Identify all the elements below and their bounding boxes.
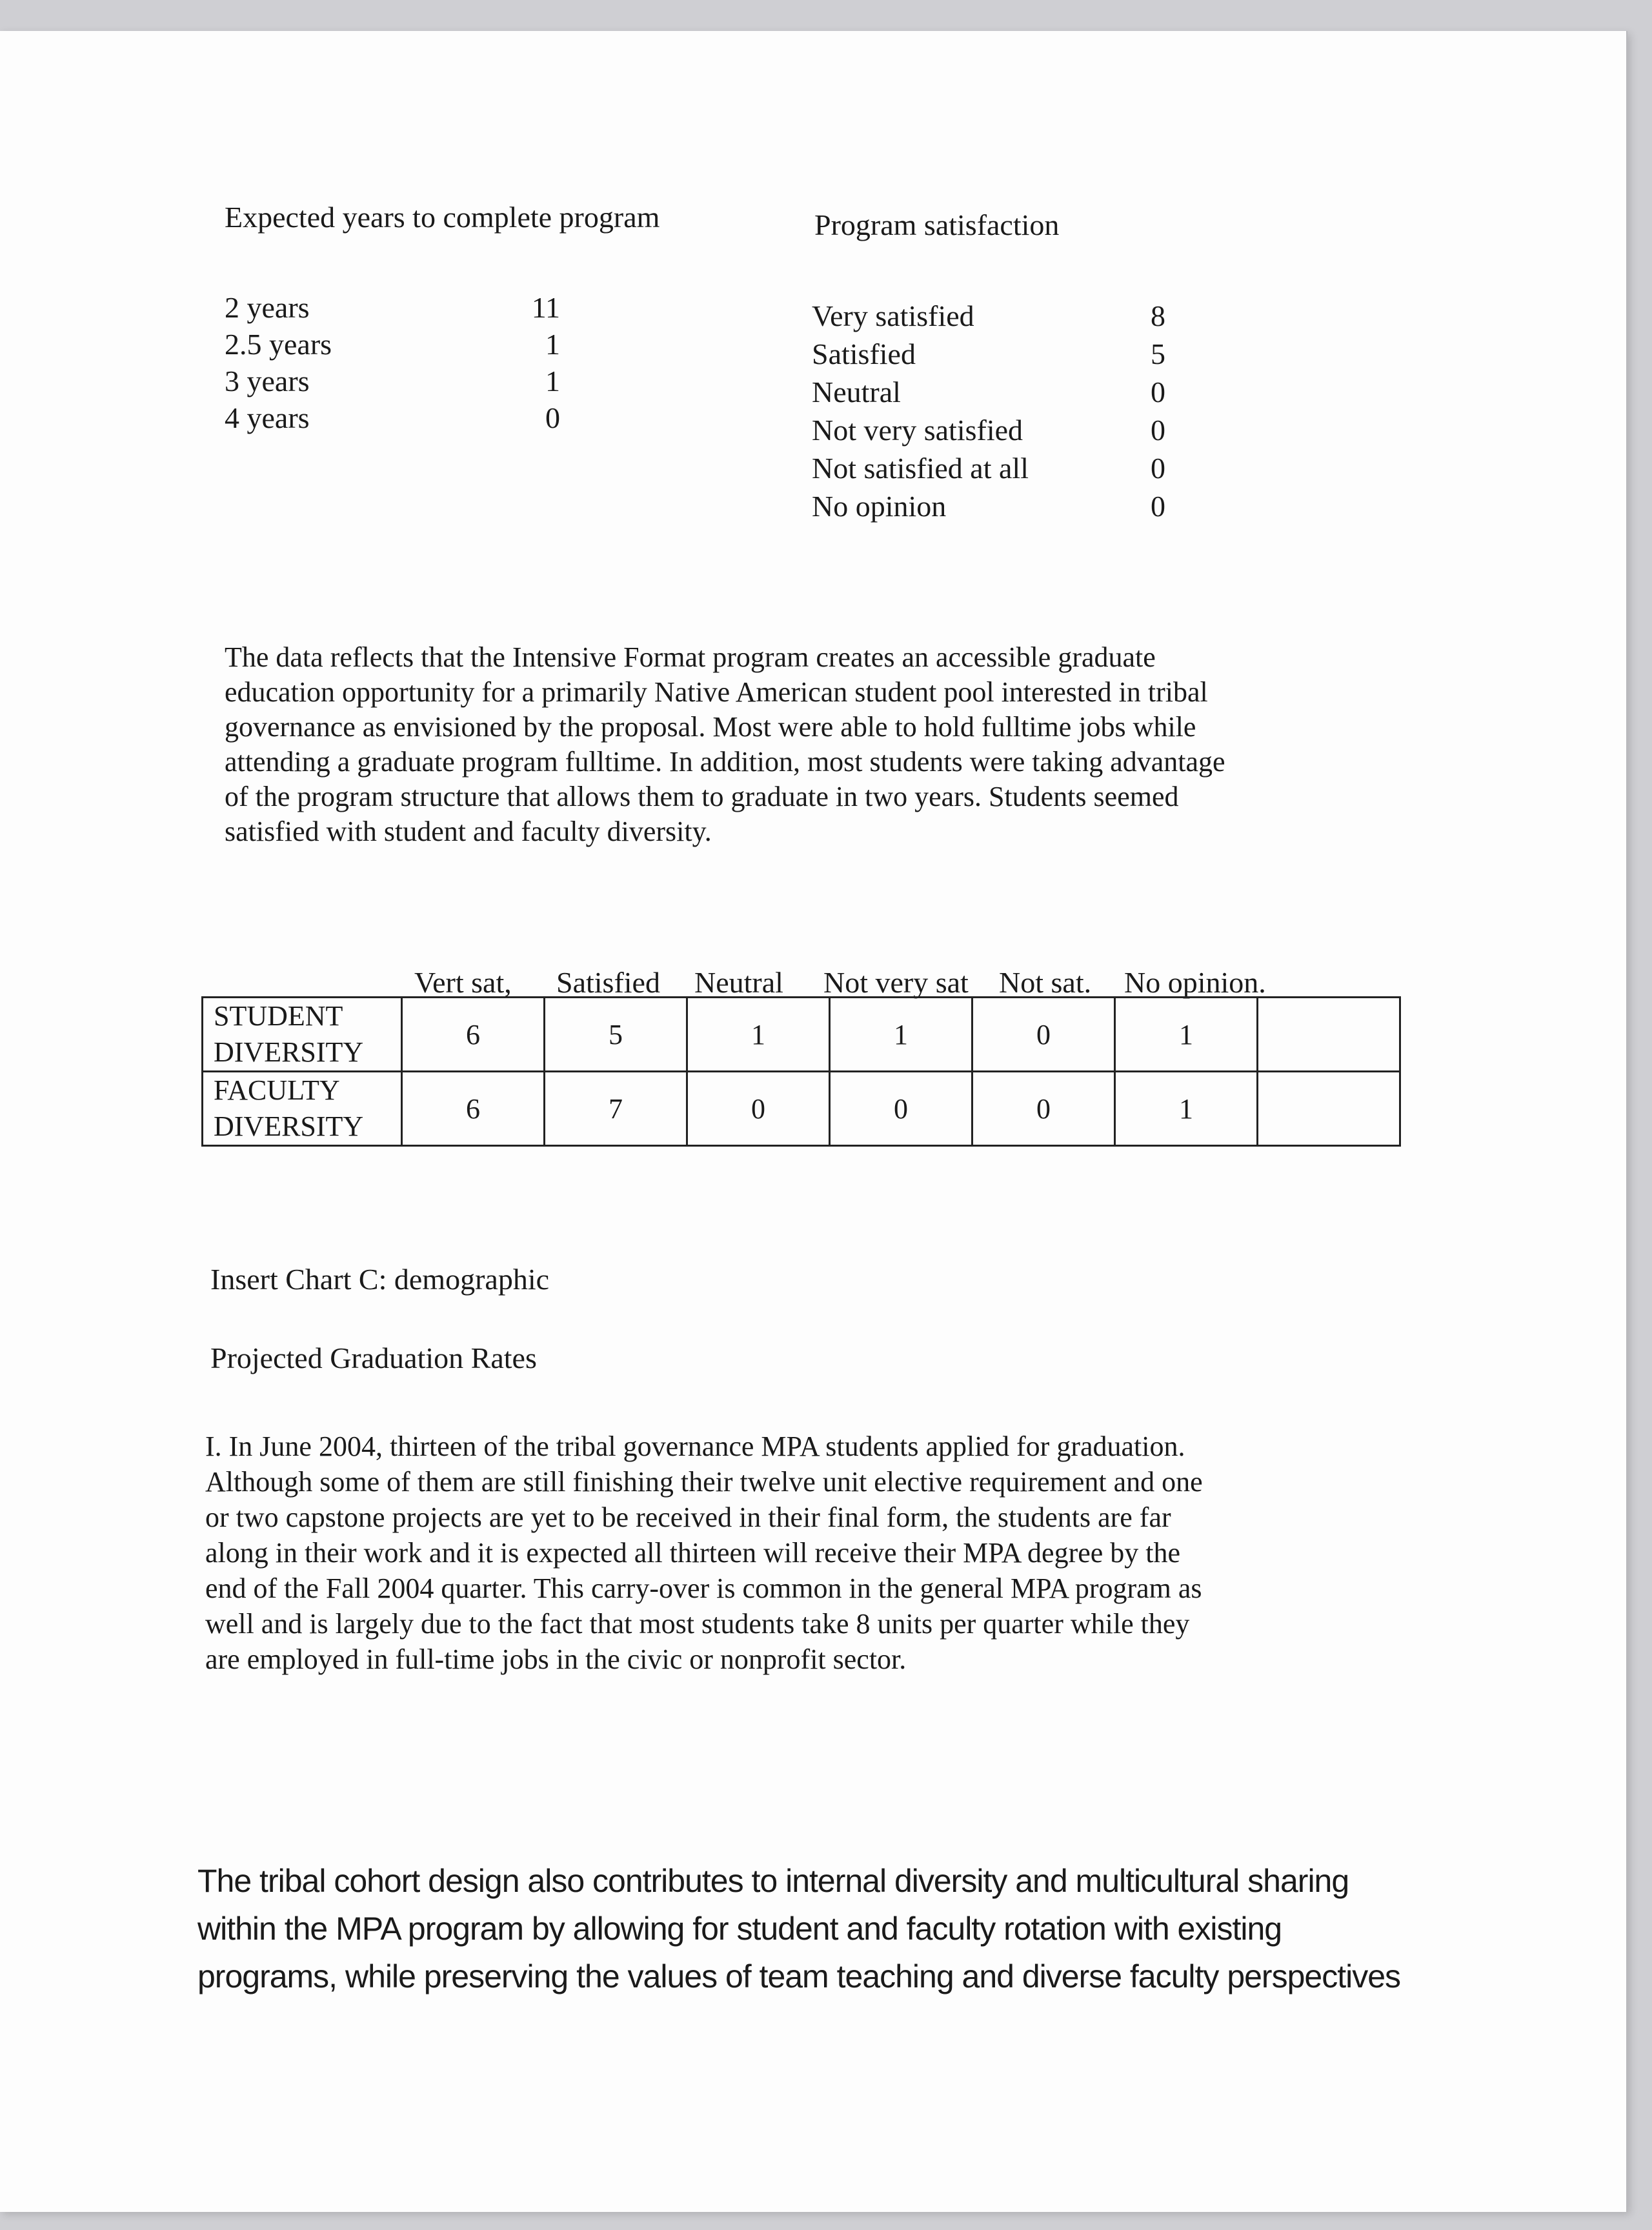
table-cell: 5	[545, 998, 687, 1072]
satisfaction-count: 0	[1151, 490, 1165, 523]
table-cell: 1	[1115, 998, 1258, 1072]
column-header: No opinion.	[1124, 966, 1266, 999]
table-cell	[1258, 998, 1400, 1072]
table-row	[203, 1072, 1400, 1146]
list-item	[812, 449, 1165, 487]
satisfaction-count: 8	[1151, 299, 1165, 332]
column-header: Not very sat	[823, 966, 969, 999]
list-item	[225, 289, 560, 326]
closing-paragraph	[197, 1857, 1400, 2000]
years-label: 2 years	[225, 291, 310, 324]
years-label: 2.5 years	[225, 328, 332, 361]
satisfaction-label: Satisfied	[812, 337, 916, 370]
years-list	[225, 289, 560, 436]
column-header: Vert sat,	[414, 966, 512, 999]
row-label-line: STUDENT	[214, 1000, 343, 1032]
table-cell: 0	[972, 1072, 1115, 1146]
paragraph-line: along in their work and it is expected all thirteen will receive their MPA degree by the	[205, 1537, 1181, 1569]
paragraph-line: education opportunity for a primarily Native American student pool interested in tribal	[225, 676, 1208, 708]
years-label: 3 years	[225, 365, 310, 397]
insert-chart-note: Insert Chart C: demographic	[210, 1263, 550, 1296]
row-label-line: DIVERSITY	[214, 1110, 364, 1142]
diversity-table	[201, 996, 1401, 1147]
years-count: 0	[545, 401, 560, 434]
graduation-paragraph	[205, 1429, 1203, 1677]
paragraph-line: attending a graduate program fulltime. In addition, most students were taking advantage	[225, 746, 1225, 778]
years-heading: Expected years to complete program	[225, 201, 660, 234]
paragraph-line: are employed in full-time jobs in the civic or nonprofit sector.	[205, 1643, 907, 1675]
satisfaction-label: Very satisfied	[812, 299, 974, 332]
table-cell: 1	[830, 998, 972, 1072]
row-label-line: DIVERSITY	[214, 1036, 364, 1068]
list-item	[225, 399, 560, 436]
satisfaction-count: 0	[1151, 376, 1165, 408]
paragraph-line: end of the Fall 2004 quarter. This carry-over is common in the general MPA program as	[205, 1572, 1202, 1604]
satisfaction-label: Neutral	[812, 376, 901, 408]
document-page	[0, 31, 1627, 2212]
list-item	[225, 363, 560, 399]
table-cell: 1	[1115, 1072, 1258, 1146]
summary-paragraph	[225, 640, 1225, 849]
paragraph-line: Although some of them are still finishing their twelve unit elective requirement and one	[205, 1466, 1203, 1498]
table-cell: 7	[545, 1072, 687, 1146]
satisfaction-label: Not very satisfied	[812, 414, 1023, 447]
list-item	[225, 326, 560, 363]
row-label	[203, 998, 402, 1072]
years-label: 4 years	[225, 401, 310, 434]
satisfaction-label: Not satisfied at all	[812, 452, 1029, 485]
years-count: 11	[531, 291, 560, 324]
column-header: Satisfied	[556, 966, 660, 999]
satisfaction-count: 0	[1151, 452, 1165, 485]
table-cell: 0	[830, 1072, 972, 1146]
list-item	[812, 487, 1165, 525]
paragraph-line: within the MPA program by allowing for student and faculty rotation with existing	[197, 1911, 1282, 1947]
table-cell	[1258, 1072, 1400, 1146]
paragraph-line: of the program structure that allows them to graduate in two years. Students seemed	[225, 781, 1179, 812]
table-row	[203, 998, 1400, 1072]
paragraph-line: or two capstone projects are yet to be received in their final form, the students are far	[205, 1502, 1171, 1533]
table-cell: 1	[687, 998, 830, 1072]
satisfaction-count: 5	[1151, 337, 1165, 370]
column-header: Not sat.	[999, 966, 1092, 999]
years-count: 1	[545, 328, 560, 361]
graduation-heading: Projected Graduation Rates	[210, 1341, 537, 1374]
paragraph-line: programs, while preserving the values of team teaching and diverse faculty perspectives	[197, 1958, 1401, 1994]
table-cell: 6	[402, 998, 545, 1072]
list-item	[812, 335, 1165, 373]
paragraph-line: well and is largely due to the fact that most students take 8 units per quarter while they	[205, 1608, 1190, 1640]
satisfaction-count: 0	[1151, 414, 1165, 447]
table-cell: 0	[687, 1072, 830, 1146]
row-label	[203, 1072, 402, 1146]
satisfaction-label: No opinion	[812, 490, 947, 523]
list-item	[812, 297, 1165, 335]
paragraph-line: The tribal cohort design also contributes to internal diversity and multicultural sharing	[197, 1863, 1349, 1899]
satisfaction-list	[812, 297, 1165, 525]
list-item	[812, 411, 1165, 449]
table-cell: 0	[972, 998, 1115, 1072]
paragraph-line: satisfied with student and faculty diversity.	[225, 816, 712, 847]
column-header: Neutral	[694, 966, 783, 999]
paragraph-line: governance as envisioned by the proposal. Most were able to hold fulltime jobs while	[225, 711, 1196, 743]
satisfaction-heading: Program satisfaction	[814, 208, 1060, 241]
paragraph-line: The data reflects that the Intensive Format program creates an accessible graduate	[225, 641, 1156, 673]
list-item	[812, 373, 1165, 411]
table-cell: 6	[402, 1072, 545, 1146]
paragraph-line: I. In June 2004, thirteen of the tribal governance MPA students applied for graduation.	[205, 1431, 1185, 1462]
years-count: 1	[545, 365, 560, 397]
row-label-line: FACULTY	[214, 1074, 340, 1106]
